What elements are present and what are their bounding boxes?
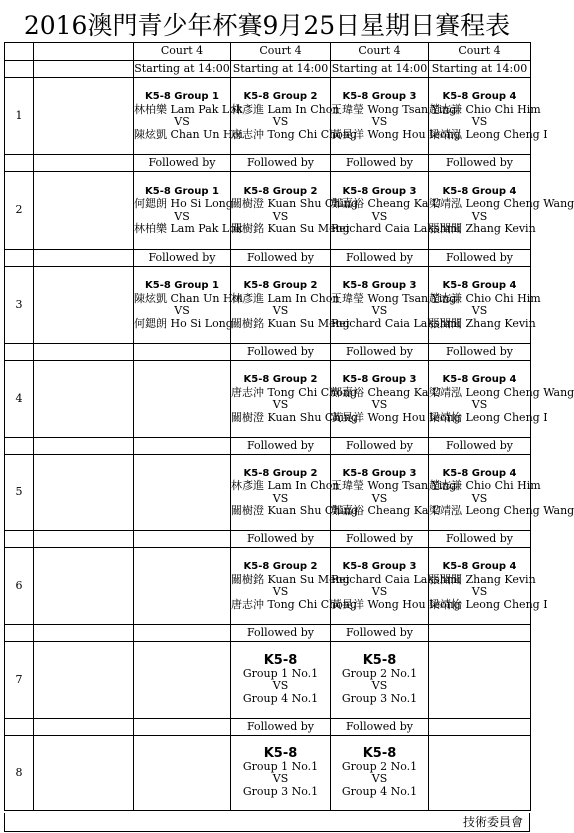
team-1: 鄭嘉裕 Cheang Ka U: [331, 385, 442, 399]
followed-by-label: Followed by: [429, 438, 531, 455]
team-2: 關樹銘 Kuan Su Meng: [231, 316, 350, 330]
team-1: 趙志謙 Chio Chi Him: [429, 479, 541, 492]
team-1: 林彥進 Lam In Chon: [231, 291, 340, 305]
followed-by-label: Followed by: [331, 531, 429, 548]
row-number: 3: [5, 267, 34, 344]
team-2: Reichard Caia Lakshmi: [331, 316, 461, 330]
court-label: Court 4: [429, 43, 531, 61]
followed-by-row: [5, 344, 531, 361]
match-cell: [331, 172, 461, 250]
group-label: K5-8 Group 4: [442, 185, 517, 197]
group-label: K5-8 Group 4: [442, 374, 517, 385]
start-time: Starting at 14:00: [331, 61, 429, 78]
followed-by-label: Followed by: [231, 625, 331, 642]
row-number: 4: [5, 361, 34, 438]
match-cell: [231, 78, 357, 155]
group-label: K5-8 Group 4: [442, 280, 517, 291]
team-1: 關樹銘 Kuan Su Meng: [231, 572, 350, 586]
match-row-4: [5, 361, 531, 438]
followed-by-label: Followed by: [134, 155, 231, 172]
final-match-cell: [231, 736, 331, 811]
start-time: Starting at 14:00: [134, 61, 231, 78]
followed-by-label: Followed by: [231, 250, 331, 267]
row-number: 8: [5, 736, 34, 811]
vs-label: VS: [272, 398, 289, 411]
followed-by-label: Followed by: [331, 250, 429, 267]
group-label: K5-8 Group 2: [243, 91, 318, 102]
bracket-label: K5-8: [263, 653, 298, 668]
row-number: 2: [5, 172, 34, 250]
court-header-row: [5, 43, 531, 61]
group-label: K5-8 Group 2: [243, 374, 318, 385]
team-2: Group 3 No.1: [242, 784, 319, 798]
team-1: 陳炫凱 Chan Un Hoi: [134, 291, 243, 305]
start-time-row: [5, 61, 531, 78]
followed-by-label: Followed by: [231, 155, 331, 172]
team-2: 關樹銘 Kuan Su Meng: [231, 222, 350, 235]
followed-by-label: Followed by: [331, 155, 429, 172]
team-1: 林彥進 Lam In Chon: [231, 102, 340, 116]
team-1: 林彥進 Lam In Chon: [231, 479, 340, 492]
bracket-label: K5-8: [263, 746, 298, 761]
match-cell: [331, 267, 461, 344]
team-2: 林柏樂 Lam Pak Lok: [134, 222, 243, 235]
team-2: Group 4 No.1: [242, 691, 319, 705]
team-2: 梁靖怡 Leong Cheng I: [429, 410, 548, 424]
match-row-6: [5, 548, 531, 625]
followed-by-label: Followed by: [231, 531, 331, 548]
team-1: 關樹澄 Kuan Shu Ching: [231, 197, 359, 210]
team-1: 王瑋瑩 Wong Tsan Ying: [331, 479, 457, 492]
vs-label: VS: [272, 304, 289, 317]
vs-label: VS: [272, 115, 289, 128]
followed-by-row: [5, 719, 531, 736]
vs-label: VS: [371, 772, 388, 785]
team-1: 趙志謙 Chio Chi Him: [429, 102, 541, 116]
followed-by-label: Followed by: [331, 719, 429, 736]
vs-label: VS: [471, 398, 488, 411]
group-label: K5-8 Group 4: [442, 561, 517, 572]
team-1: 趙志謙 Chio Chi Him: [429, 291, 541, 305]
followed-by-label: Followed by: [429, 531, 531, 548]
team-1: 張開聞 Zhang Kevin: [429, 572, 536, 586]
vs-label: VS: [272, 209, 289, 223]
team-1: 唐志沖 Tong Chi Chong: [231, 385, 357, 399]
followed-by-label: Followed by: [429, 344, 531, 361]
followed-by-label: Followed by: [331, 625, 429, 642]
team-2: 鄭嘉裕 Cheang Ka U: [331, 504, 442, 517]
team-1: 林柏樂 Lam Pak Lok: [134, 102, 243, 116]
group-label: K5-8 Group 2: [243, 185, 318, 197]
match-row-5: [5, 455, 531, 531]
team-2: 張開聞 Zhang Kevin: [429, 316, 536, 330]
schedule-table: [4, 42, 574, 811]
group-label: K5-8 Group 3: [342, 91, 417, 102]
match-cell: [231, 455, 359, 531]
group-label: K5-8 Group 3: [342, 467, 417, 479]
team-2: Reichard Caia Lakshmi: [331, 222, 461, 235]
bracket-label: K5-8: [362, 746, 397, 761]
team-2: 何鍶朗 Ho Si Long: [134, 316, 233, 330]
group-label: K5-8 Group 2: [243, 467, 318, 479]
row-number: 7: [5, 642, 34, 719]
group-label: K5-8 Group 3: [342, 280, 417, 291]
row-number: 6: [5, 548, 34, 625]
team-1: 何鍶朗 Ho Si Long: [134, 197, 233, 210]
match-cell: [429, 267, 541, 344]
team-2: 黃昊洋 Wong Hou Ieong: [331, 410, 461, 424]
vs-label: VS: [471, 585, 488, 598]
team-2: 張開聞 Zhang Kevin: [429, 222, 536, 235]
followed-by-label: Followed by: [231, 344, 331, 361]
team-2: 梁靖泓 Leong Cheng Wang: [429, 504, 574, 517]
vs-label: VS: [174, 304, 190, 317]
team-2: 唐志沖 Tong Chi Chong: [231, 127, 357, 141]
followed-by-label: Followed by: [429, 250, 531, 267]
start-time: Starting at 14:00: [231, 61, 331, 78]
followed-by-row: [5, 155, 531, 172]
final-match-cell: [231, 642, 331, 719]
match-cell: [231, 267, 350, 344]
match-cell: [231, 548, 357, 625]
match-cell: [331, 78, 461, 155]
team-1: Group 2 No.1: [341, 759, 418, 773]
court-label: Court 4: [134, 43, 231, 61]
followed-by-row: [5, 531, 531, 548]
group-label: K5-8 Group 1: [144, 91, 220, 102]
vs-label: VS: [371, 679, 388, 692]
vs-label: VS: [272, 679, 289, 692]
team-2: 黃昊洋 Wong Hou Ieong: [331, 127, 461, 141]
match-cell: [331, 361, 461, 438]
team-2: 關樹澄 Kuan Shu Ching: [231, 504, 359, 517]
match-cell: [331, 548, 461, 625]
match-row-2: [5, 172, 531, 250]
group-label: K5-8 Group 3: [342, 374, 417, 385]
bracket-label: K5-8: [362, 653, 397, 668]
team-2: 梁靖怡 Leong Cheng I: [429, 597, 548, 611]
match-row-3: [5, 267, 531, 344]
match-cell: [134, 172, 243, 250]
final-match-cell: [331, 642, 429, 719]
team-2: 關樹澄 Kuan Shu Ching: [231, 410, 359, 424]
match-cell: [429, 455, 574, 531]
group-label: K5-8 Group 2: [243, 561, 318, 572]
match-row-7: [5, 642, 531, 719]
group-label: K5-8 Group 2: [243, 280, 318, 291]
start-time: Starting at 14:00: [429, 61, 531, 78]
match-cell: [429, 172, 574, 250]
team-1: 梁靖泓 Leong Cheng Wang: [429, 385, 574, 399]
vs-label: VS: [471, 209, 488, 223]
vs-label: VS: [272, 585, 289, 598]
group-label: K5-8 Group 4: [442, 91, 517, 102]
row-number: 5: [5, 455, 34, 531]
group-label: K5-8 Group 1: [144, 280, 220, 291]
match-cell: [134, 78, 243, 155]
vs-label: VS: [371, 304, 388, 317]
followed-by-row: [5, 438, 531, 455]
followed-by-label: Followed by: [331, 438, 429, 455]
row-number: 1: [5, 78, 34, 155]
team-1: 梁靖泓 Leong Cheng Wang: [429, 197, 574, 210]
vs-label: VS: [371, 491, 388, 505]
team-2: Group 4 No.1: [341, 784, 418, 798]
team-1: Group 1 No.1: [242, 759, 319, 773]
followed-by-label: Followed by: [331, 344, 429, 361]
match-cell: [231, 172, 359, 250]
vs-label: VS: [174, 115, 190, 128]
vs-label: VS: [371, 209, 388, 223]
court-label: Court 4: [231, 43, 331, 61]
followed-by-label: Followed by: [134, 250, 231, 267]
group-label: K5-8 Group 3: [342, 185, 417, 197]
match-cell: [429, 78, 548, 155]
group-label: K5-8 Group 1: [144, 185, 220, 197]
team-2: 黃昊洋 Wong Hou Ieong: [331, 597, 461, 611]
match-cell: [134, 267, 243, 344]
team-1: 王瑋瑩 Wong Tsan Ying: [331, 291, 457, 305]
team-2: 陳炫凱 Chan Un Hoi: [134, 127, 243, 141]
team-1: Reichard Caia Lakshmi: [331, 572, 461, 586]
match-cell: [429, 361, 574, 438]
followed-by-label: Followed by: [231, 438, 331, 455]
followed-by-row: [5, 625, 531, 642]
team-2: 梁靖泓 Leong Cheng I: [429, 127, 548, 141]
match-row-8: [5, 736, 531, 811]
followed-by-label: Followed by: [429, 155, 531, 172]
match-row-1: [5, 78, 531, 155]
group-label: K5-8 Group 4: [442, 467, 517, 479]
match-cell: [331, 455, 457, 531]
match-cell: [429, 548, 548, 625]
team-1: 鄭嘉裕 Cheang Ka U: [331, 197, 442, 210]
page-title: 2016澳門青少年杯賽9月25日星期日賽程表: [23, 11, 511, 40]
group-label: K5-8 Group 3: [342, 561, 417, 572]
vs-label: VS: [471, 304, 488, 317]
vs-label: VS: [272, 491, 289, 505]
vs-label: VS: [471, 491, 488, 505]
court-label: Court 4: [331, 43, 429, 61]
vs-label: VS: [272, 772, 289, 785]
team-1: Group 1 No.1: [242, 666, 319, 680]
vs-label: VS: [174, 209, 190, 223]
match-cell: [231, 361, 359, 438]
vs-label: VS: [471, 115, 488, 128]
followed-by-row: [5, 250, 531, 267]
vs-label: VS: [371, 585, 388, 598]
team-2: Group 3 No.1: [341, 691, 418, 705]
team-1: Group 2 No.1: [341, 666, 418, 680]
final-match-cell: [331, 736, 429, 811]
vs-label: VS: [371, 115, 388, 128]
team-2: 唐志沖 Tong Chi Chong: [231, 597, 357, 611]
footer-signature: 技術委員會: [4, 813, 530, 832]
team-1: 王瑋瑩 Wong Tsan Ying: [331, 102, 457, 116]
vs-label: VS: [371, 398, 388, 411]
followed-by-label: Followed by: [231, 719, 331, 736]
